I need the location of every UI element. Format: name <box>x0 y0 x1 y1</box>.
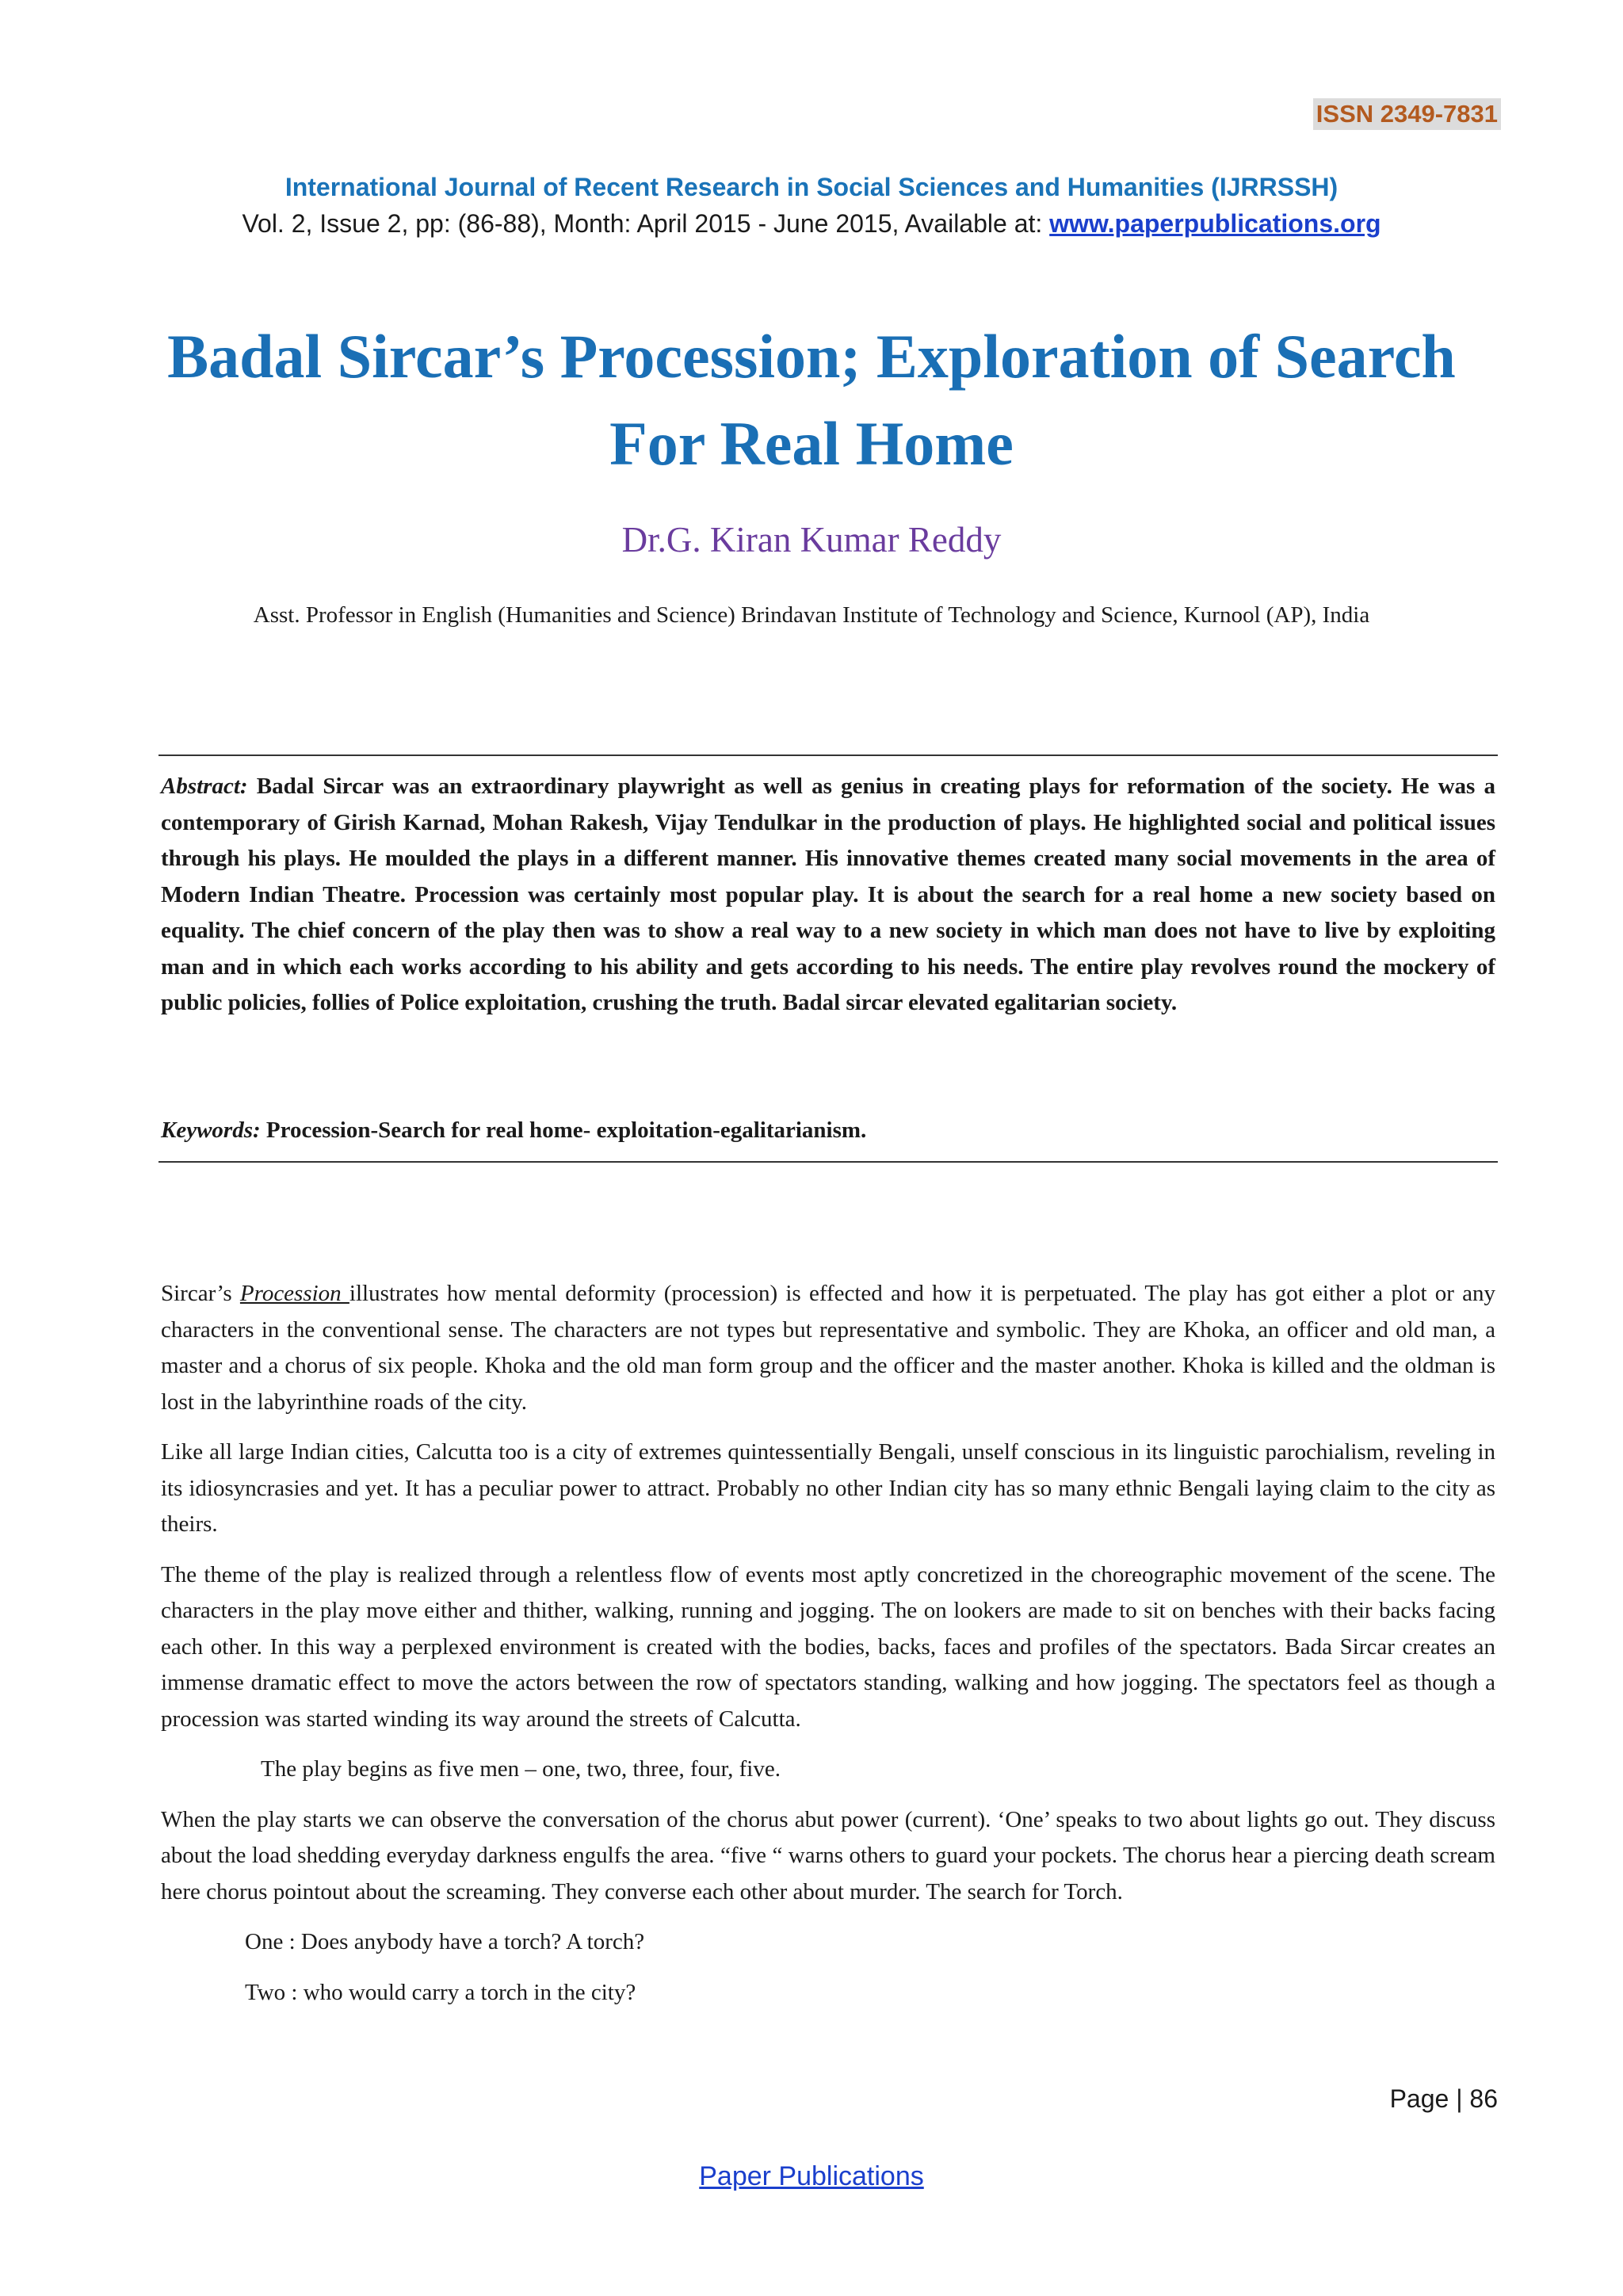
author-affiliation: Asst. Professor in English (Humanities and Science) Brindavan Institute of Technology and Science, Kurnool (AP), India <box>253 602 1370 628</box>
paragraph-1-start: Sircar’s <box>161 1281 240 1306</box>
abstract-bottom-rule <box>158 1161 1498 1163</box>
keywords <box>161 1113 1495 1148</box>
dialogue-line-1: One : Does anybody have a torch? A torch? <box>245 1929 645 1954</box>
abstract-label: Abstract: <box>161 774 248 799</box>
volume-info <box>0 209 1623 239</box>
page-number: Page | 86 <box>1389 2084 1498 2113</box>
journal-website-link[interactable]: www.paperpublications.org <box>1049 209 1381 238</box>
volume-text: Vol. 2, Issue 2, pp: (86-88), Month: April 2015 - June 2015, Available at: <box>242 209 1050 238</box>
paragraph-2: Like all large Indian cities, Calcutta too is a city of extremes quintessentially Bengali, unself conscious in its linguistic parochialism, reveling in its idiosyncrasies and yet. It has a peculiar power to attract. Probably no other Indian city has so many ethnic Bengali laying claim to the city as theirs. <box>161 1439 1495 1537</box>
paragraph-4: The play begins as five men – one, two, three, four, five. <box>261 1756 781 1782</box>
abstract <box>161 769 1495 1022</box>
paragraph-5: When the play starts we can observe the conversation of the chorus abut power (current). ‘One’ speaks to two about lights go out. They discuss about the load shedding everyday darkness engulfs the area. “five “ warns others to guard your pockets. The chorus hear a piercing death scream here chorus pointout about the screaming. They converse each other about murder. The search for Torch. <box>161 1806 1495 1904</box>
paragraph-1-rest: illustrates how mental deformity (procession) is effected and how it is perpetuated. The play has got either a plot or any characters in the conventional sense. The characters are not types but representative and symbolic. They are Khoka, an officer and old man, a master and a chorus of six people. Khoka and the old man form group and the officer and the master another. Khoka is killed and the oldman is lost in the labyrinthine roads of the city. <box>161 1281 1495 1415</box>
body-text <box>161 1276 1495 2025</box>
procession-title: Procession <box>239 1281 349 1306</box>
author-name: Dr.G. Kiran Kumar Reddy <box>621 520 1002 560</box>
paragraph-3: The theme of the play is realized through a relentless flow of events most aptly concretized in the choreographic movement of the scene. The characters in the play move either and thither, walking, running and jogging. The on lookers are made to sit on benches with their backs facing each other. In this way a perplexed environment is created with the bodies, backs, faces and profiles of the spectators. Bada Sircar creates an immense dramatic effect to move the actors between the row of spectators standing, walking and how jogging. The spectators feel as though a procession was started winding its way around the streets of Calcutta. <box>161 1561 1495 1732</box>
abstract-text: Badal Sircar was an extraordinary playwright as well as genius in creating plays for reformation of the society. He was a contemporary of Girish Karnad, Mohan Rakesh, Vijay Tendulkar in the production of plays. He highlighted social and political issues through his plays. He moulded the plays in a different manner. His innovative themes created many social movements in the area of Modern Indian Theatre. Procession was certainly most popular play. It is about the search for a real home a new society based on equality. The chief concern of the play then was to show a real way to a new society in which man does not have to live by exploiting man and in which each works according to his ability and gets according to his needs. The entire play revolves round the mockery of public policies, follies of Police exploitation, crushing the truth. Badal sircar elevated egalitarian society. <box>161 774 1495 1015</box>
publisher-link[interactable]: Paper Publications <box>699 2161 924 2191</box>
keywords-text: Procession-Search for real home- exploitation-egalitarianism. <box>260 1117 867 1143</box>
footer <box>0 2161 1623 2192</box>
dialogue-line-2: Two : who would carry a torch in the city? <box>245 1979 636 2005</box>
journal-name: International Journal of Recent Research in Social Sciences and Humanities (IJRRSSH) <box>285 173 1338 201</box>
paragraph-1 <box>161 1276 1495 1420</box>
issn-badge: ISSN 2349-7831 <box>1313 98 1501 130</box>
abstract-top-rule <box>158 755 1498 756</box>
keywords-label: Keywords: <box>161 1117 261 1143</box>
paper-title: Badal Sircar’s Procession; Exploration of Search For Real Home <box>167 322 1456 478</box>
